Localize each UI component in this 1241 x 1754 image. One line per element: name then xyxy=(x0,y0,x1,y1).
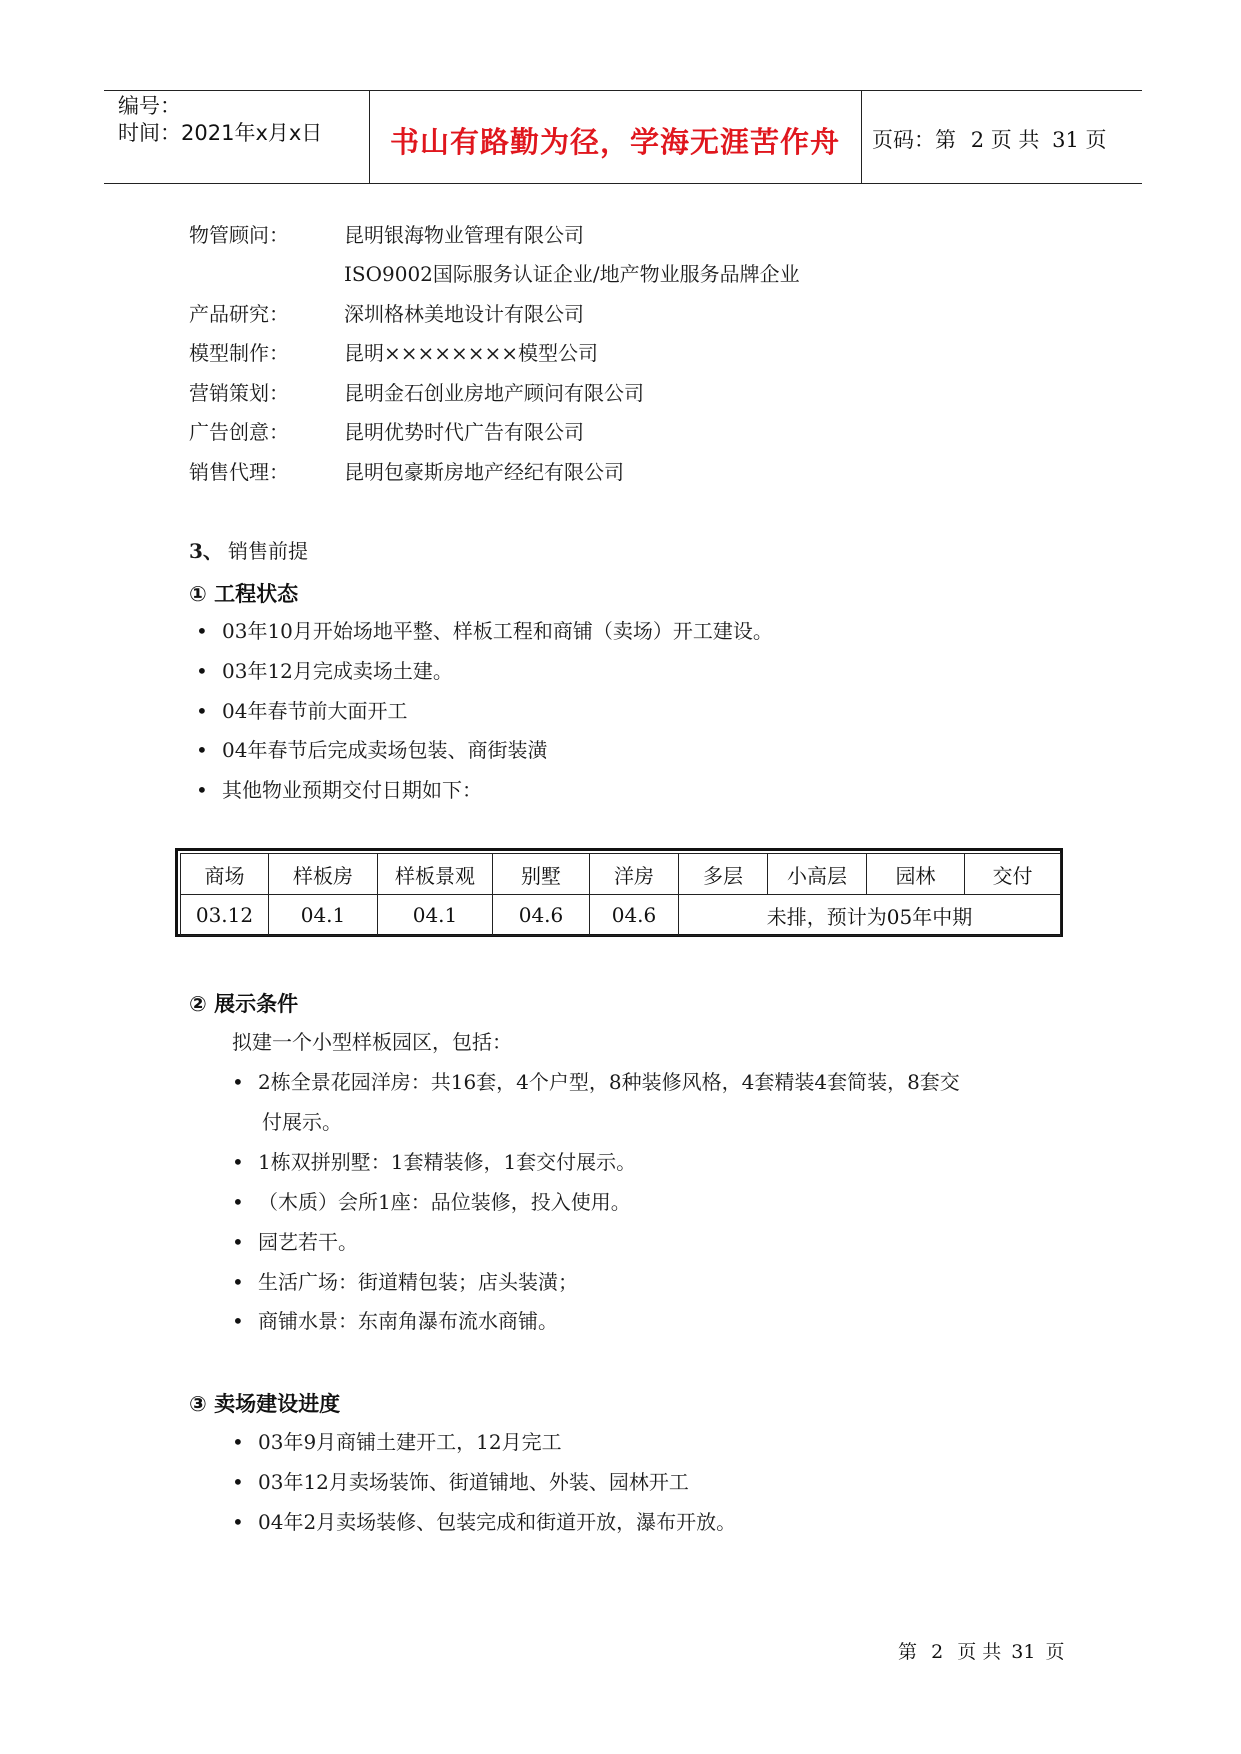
table-header-cell: 样板房 xyxy=(269,854,378,895)
page-mid: 页 共 xyxy=(990,128,1040,152)
table-header-cell: 交付 xyxy=(965,854,1061,895)
display-item: 2栋全景花园洋房：共16套，4个户型，8种装修风格，4套精装4套简装，8套交 xyxy=(258,1070,960,1094)
table-header-cell: 洋房 xyxy=(590,854,679,895)
table-header-row xyxy=(181,854,1061,895)
table-header-cell: 多层 xyxy=(679,854,768,895)
display-item: 生活广场：街道精包装；店头装潢； xyxy=(258,1270,578,1294)
display-item: （木质）会所1座：品位装修，投入使用。 xyxy=(258,1190,631,1214)
table-merged-note: 未排，预计为05年中期 xyxy=(679,895,1061,936)
display-item-continuation: 付展示。 xyxy=(262,1110,342,1134)
table-header-cell: 小高层 xyxy=(768,854,867,895)
header-motto: 书山有路勤为径，学海无涯苦作舟 xyxy=(389,125,840,159)
table-cell: 04.1 xyxy=(378,895,493,936)
header-divider-right xyxy=(861,90,862,183)
status-item: 其他物业预期交付日期如下： xyxy=(222,778,482,802)
display-heading: ② 展示条件 xyxy=(189,992,299,1016)
display-item: 商铺水景：东南角瀑布流水商铺。 xyxy=(258,1309,558,1333)
bullet-icon: • xyxy=(196,659,208,683)
bullet-icon: • xyxy=(232,1510,244,1534)
role-value: 昆明银海物业管理有限公司 xyxy=(344,223,584,247)
role-label: 销售代理： xyxy=(189,460,289,484)
footer-page-number xyxy=(898,1637,1065,1664)
role-value: 昆明包豪斯房地产经纪有限公司 xyxy=(344,460,624,484)
bullet-icon: • xyxy=(232,1190,244,1214)
bullet-icon: • xyxy=(196,699,208,723)
table-cell: 03.12 xyxy=(181,895,269,936)
page-current: 2 xyxy=(970,128,985,152)
progress-item: 03年9月商铺土建开工，12月完工 xyxy=(258,1430,562,1454)
role-value: 昆明××××××××模型公司 xyxy=(344,341,599,365)
table-cell: 04.1 xyxy=(269,895,378,936)
status-heading: ① 工程状态 xyxy=(189,582,299,606)
status-item: 03年12月完成卖场土建。 xyxy=(222,659,453,683)
bullet-icon: • xyxy=(232,1230,244,1254)
document-time-label: 时间：2021年x月x日 xyxy=(118,121,323,145)
status-item: 04年春节后完成卖场包装、商街装潢 xyxy=(222,738,548,762)
role-value: 深圳格林美地设计有限公司 xyxy=(344,302,584,326)
table-header-cell: 园林 xyxy=(867,854,965,895)
table-row xyxy=(181,895,1061,936)
display-item: 1栋双拼别墅：1套精装修，1套交付展示。 xyxy=(258,1150,637,1174)
table-header-cell: 样板景观 xyxy=(378,854,493,895)
bullet-icon: • xyxy=(232,1270,244,1294)
table-cell: 04.6 xyxy=(493,895,590,936)
footer-current: 2 xyxy=(931,1641,944,1663)
bullet-icon: • xyxy=(196,738,208,762)
display-item: 园艺若干。 xyxy=(258,1230,358,1254)
header-top-rule xyxy=(104,90,1142,91)
section-number: 3、 xyxy=(189,539,223,563)
table-header-cell: 商场 xyxy=(181,854,269,895)
page-suffix: 页 xyxy=(1085,128,1107,152)
header-page-indicator xyxy=(872,124,1107,154)
role-label: 广告创意： xyxy=(189,420,289,444)
progress-item: 03年12月卖场装饰、街道铺地、外装、园林开工 xyxy=(258,1470,689,1494)
footer-mid: 页 共 xyxy=(957,1641,1002,1663)
status-item: 04年春节前大面开工 xyxy=(222,699,408,723)
footer-suffix: 页 xyxy=(1045,1641,1065,1663)
progress-heading: ③ 卖场建设进度 xyxy=(189,1392,341,1416)
progress-item: 04年2月卖场装修、包装完成和街道开放，瀑布开放。 xyxy=(258,1510,737,1534)
page-total: 31 xyxy=(1052,128,1079,152)
table-header-cell: 别墅 xyxy=(493,854,590,895)
bullet-icon: • xyxy=(232,1309,244,1333)
footer-prefix: 第 xyxy=(898,1641,918,1663)
status-item: 03年10月开始场地平整、样板工程和商铺（卖场）开工建设。 xyxy=(222,619,773,643)
bullet-icon: • xyxy=(196,619,208,643)
document-number-label: 编号： xyxy=(118,94,181,118)
role-value: 昆明金石创业房地产顾问有限公司 xyxy=(344,381,644,405)
bullet-icon: • xyxy=(232,1070,244,1094)
role-value: ISO9002国际服务认证企业/地产物业服务品牌企业 xyxy=(344,262,800,286)
footer-total: 31 xyxy=(1011,1641,1036,1663)
header-bottom-rule xyxy=(104,183,1142,184)
role-label: 营销策划： xyxy=(189,381,289,405)
bullet-icon: • xyxy=(232,1430,244,1454)
role-label: 物管顾问： xyxy=(189,223,289,247)
display-intro: 拟建一个小型样板园区，包括： xyxy=(232,1030,512,1054)
role-value: 昆明优势时代广告有限公司 xyxy=(344,420,584,444)
role-label: 模型制作： xyxy=(189,341,289,365)
schedule-table xyxy=(180,853,1061,936)
bullet-icon: • xyxy=(196,778,208,802)
role-label: 产品研究： xyxy=(189,302,289,326)
section-title: 销售前提 xyxy=(228,539,308,563)
table-cell: 04.6 xyxy=(590,895,679,936)
bullet-icon: • xyxy=(232,1470,244,1494)
page-prefix: 页码：第 xyxy=(872,128,956,152)
bullet-icon: • xyxy=(232,1150,244,1174)
